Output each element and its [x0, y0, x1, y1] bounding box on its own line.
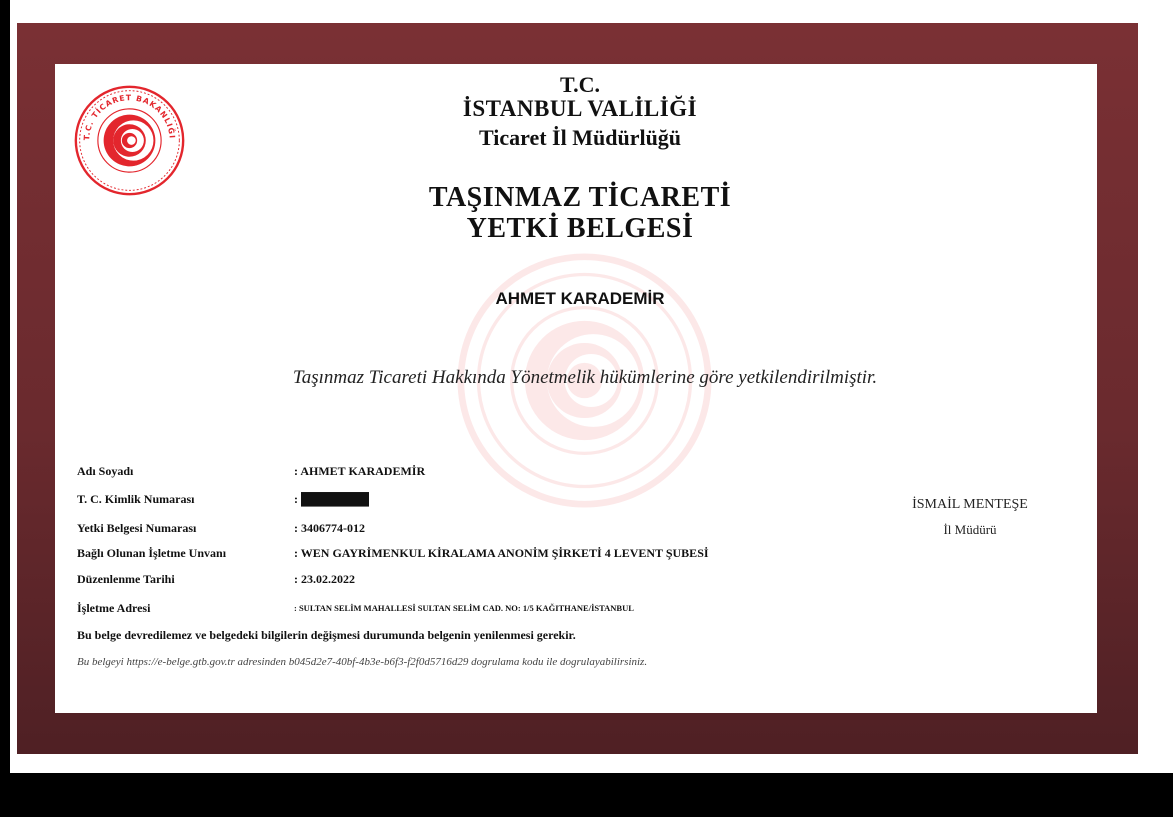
- left-edge-band: [0, 0, 10, 817]
- certificate-title-line2: YETKİ BELGESİ: [466, 213, 694, 244]
- field-label: Adı Soyadı: [77, 464, 134, 478]
- certificate-title-line1: TAŞINMAZ TİCARETİ: [428, 182, 732, 213]
- header-tc: T.C.: [560, 72, 600, 97]
- authorization-statement: Taşınmaz Ticareti Hakkında Yönetmelik hükümlerine göre yetkilendirilmiştir.: [292, 367, 878, 388]
- field-value: : AHMET KARADEMİR: [294, 464, 426, 478]
- ministry-seal-icon: [72, 83, 187, 198]
- field-value: : 3406774-012: [294, 521, 365, 535]
- field-value: : WEN GAYRİMENKUL KİRALAMA ANONİM ŞİRKETİ 4 LEVENT ŞUBESİ: [294, 546, 709, 560]
- header-governorship: İSTANBUL VALİLİĞİ: [462, 96, 698, 121]
- holder-name: AHMET KARADEMİR: [495, 289, 665, 308]
- verification-note: Bu belgeyi https://e-belge.gtb.gov.tr adresinden b045d2e7-40bf-4b3e-b6f3-f2f0d5716d29 dogrulama kodu ile dogrulayabilirsiniz.: [77, 656, 648, 668]
- field-value: : SULTAN SELİM MAHALLESİ SULTAN SELİM CAD. NO: 1/5 KAĞITHANE/İSTANBUL: [294, 603, 634, 613]
- field-value-redacted: : ████████: [294, 492, 370, 506]
- svg-text:T.C. TİCARET BAKANLIĞI: T.C. TİCARET BAKANLIĞI: [82, 93, 177, 141]
- signer-title: İl Müdürü: [943, 522, 997, 537]
- signer-name: İSMAİL MENTEŞE: [912, 497, 1028, 512]
- transfer-notice: Bu belge devredilemez ve belgedeki bilgilerin değişmesi durumunda belgenin yenilenmesi gerekir.: [77, 628, 576, 642]
- field-label: Düzenlenme Tarihi: [77, 572, 175, 586]
- header-directorate: Ticaret İl Müdürlüğü: [478, 125, 682, 150]
- field-label: T. C. Kimlik Numarası: [77, 492, 195, 506]
- field-label: İşletme Adresi: [77, 601, 151, 615]
- field-label: Yetki Belgesi Numarası: [77, 521, 197, 535]
- bottom-edge-band: [0, 773, 1173, 817]
- field-value: : 23.02.2022: [294, 572, 355, 586]
- field-label: Bağlı Olunan İşletme Unvanı: [77, 546, 227, 560]
